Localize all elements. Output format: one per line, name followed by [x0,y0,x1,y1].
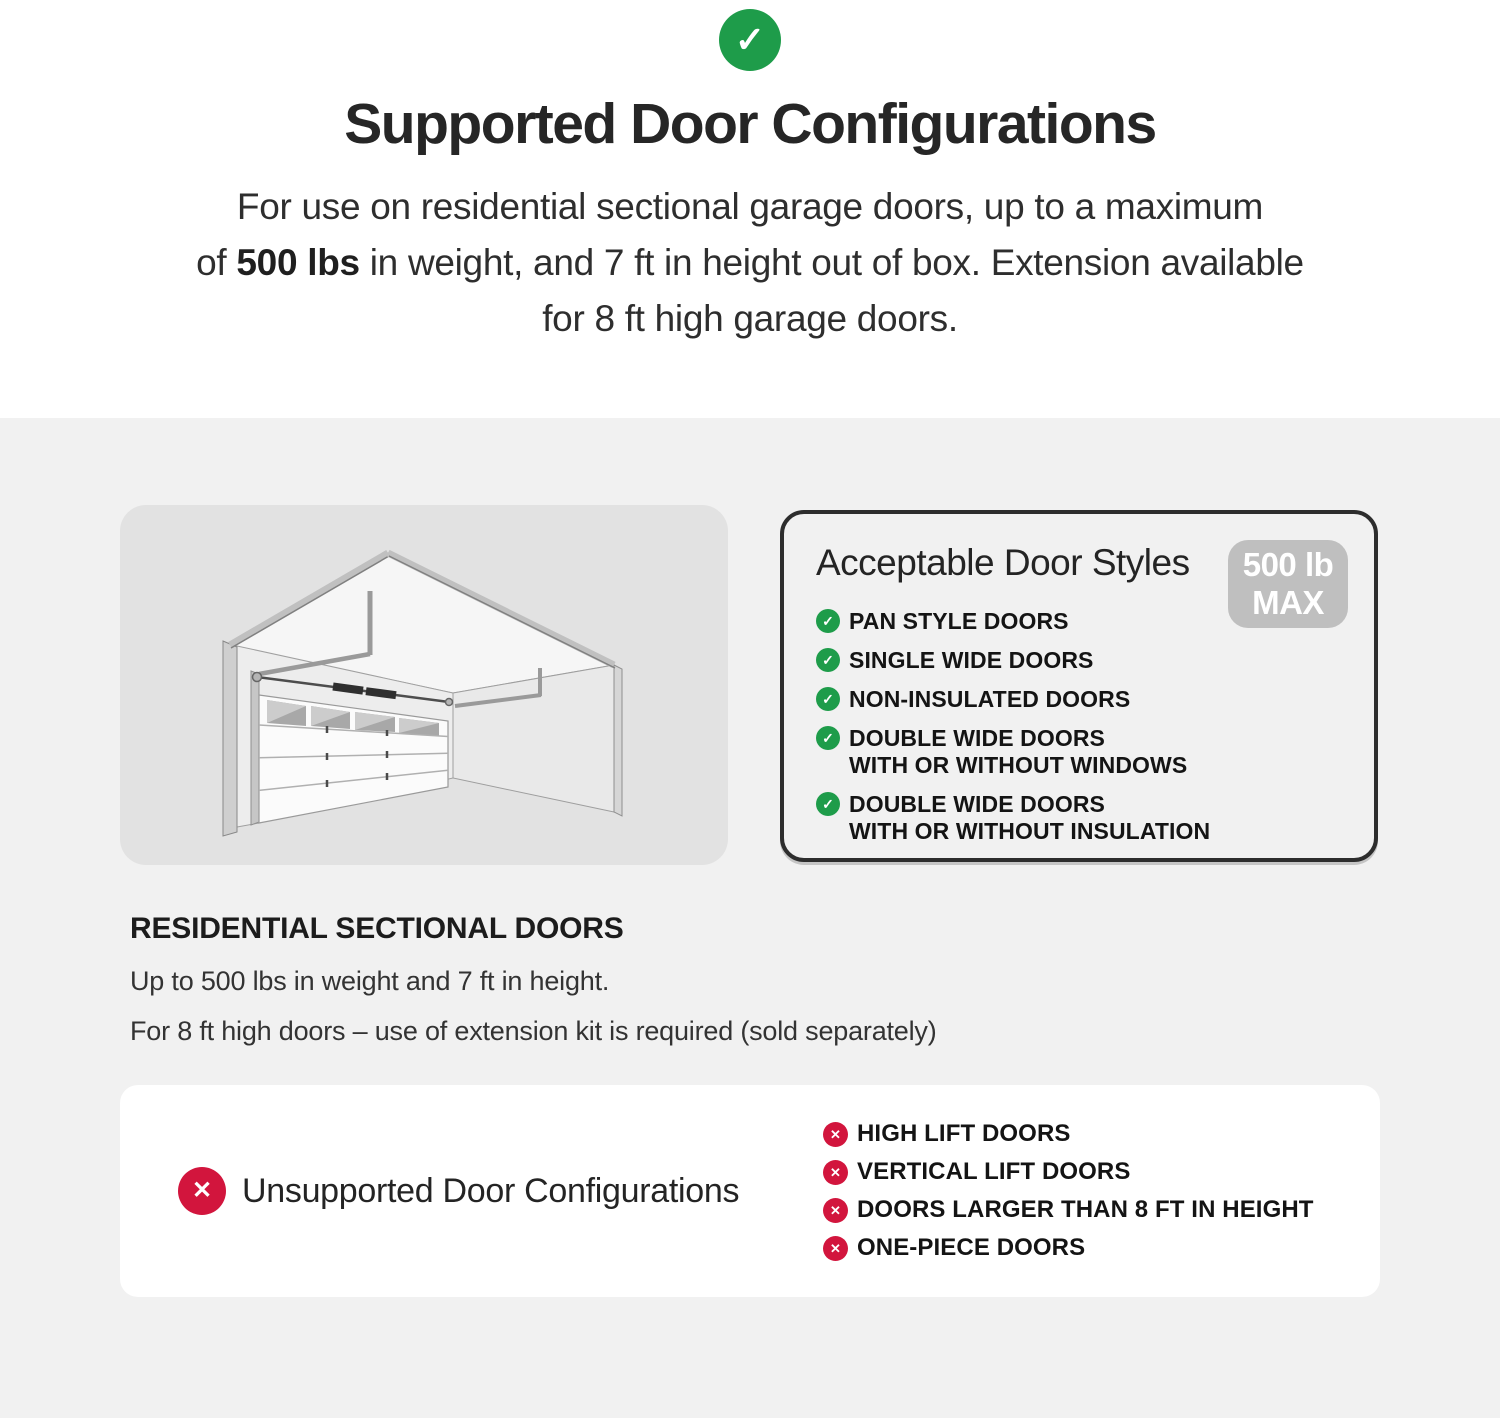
list-item [823,1120,1314,1148]
page-title: Supported Door Configurations [344,92,1156,156]
x-circle-icon [823,1198,848,1223]
badge-max: MAX [1252,584,1324,621]
x-circle-icon [823,1236,848,1261]
unsupported-card-title: Unsupported Door Configurations [242,1171,740,1210]
description-line-1: For use on residential sectional garage doors, up to a maximum [236,186,1264,227]
check-glyph: ✓ [822,730,834,746]
list-item-label [849,791,1210,845]
acceptable-door-styles-card [780,510,1378,862]
residential-doors-block [130,912,937,1047]
list-item [823,1234,1314,1262]
acceptable-list [816,608,1348,845]
x-glyph: ✕ [830,1164,841,1180]
garage-illustration-tile [120,505,728,865]
x-glyph: ✕ [191,1177,213,1204]
list-item-label: PAN STYLE DOORS [849,608,1069,634]
badge-weight: 500 lb [1242,546,1334,583]
garage-illustration [120,505,728,865]
weight-limit-bold: 500 lbs [236,242,360,283]
x-glyph: ✕ [830,1202,841,1218]
header-description [0,179,1500,347]
check-circle-icon [816,609,840,633]
check-glyph: ✓ [734,19,766,60]
header-section [0,0,1500,418]
list-item-label: DOORS LARGER THAN 8 FT IN HEIGHT [857,1196,1314,1223]
description-line-2-pre: of [196,242,237,283]
unsupported-list [823,1120,1314,1262]
description-line-3: for 8 ft high garage doors. [542,298,958,339]
list-item [816,686,1348,713]
list-item [823,1158,1314,1186]
unsupported-configurations-card [120,1085,1380,1297]
check-glyph: ✓ [822,652,834,668]
x-circle-icon [823,1122,848,1147]
check-circle-icon [816,726,840,750]
check-glyph: ✓ [822,796,834,812]
list-item-sub: WITH OR WITHOUT WINDOWS [849,752,1188,778]
check-circle-icon [816,648,840,672]
list-item-sub: WITH OR WITHOUT INSULATION [849,818,1211,844]
description-line-2-post: in weight, and 7 ft in height out of box. Extension available [359,242,1304,283]
residential-title: RESIDENTIAL SECTIONAL DOORS [130,912,624,945]
list-item-label: ONE-PIECE DOORS [857,1234,1086,1261]
x-circle-icon [178,1167,226,1215]
check-circle-icon [816,792,840,816]
list-item-main: DOUBLE WIDE DOORS [849,725,1105,751]
list-item [816,725,1348,779]
unsupported-heading-group [178,1085,739,1297]
list-item-label: VERTICAL LIFT DOORS [857,1158,1131,1185]
check-circle-icon [816,687,840,711]
list-item-label: HIGH LIFT DOORS [857,1120,1071,1147]
list-item [816,791,1348,845]
list-item-label: SINGLE WIDE DOORS [849,647,1094,673]
check-circle-icon [719,9,781,71]
x-circle-icon [823,1160,848,1185]
details-section [0,418,1500,1418]
check-glyph: ✓ [822,691,834,707]
list-item-main: DOUBLE WIDE DOORS [849,791,1105,817]
list-item [816,647,1348,674]
description-line-2 [0,235,1500,291]
list-item-label: NON-INSULATED DOORS [849,686,1131,712]
check-glyph: ✓ [822,613,834,629]
x-glyph: ✕ [830,1240,841,1256]
residential-line-2: For 8 ft high doors – use of extension kit is required (sold separately) [130,1016,937,1046]
list-item-label [849,725,1187,779]
x-glyph: ✕ [830,1126,841,1142]
weight-max-badge [1228,540,1348,628]
acceptable-card-title: Acceptable Door Styles [816,542,1190,583]
list-item [823,1196,1314,1224]
residential-line-1: Up to 500 lbs in weight and 7 ft in height. [130,966,610,996]
